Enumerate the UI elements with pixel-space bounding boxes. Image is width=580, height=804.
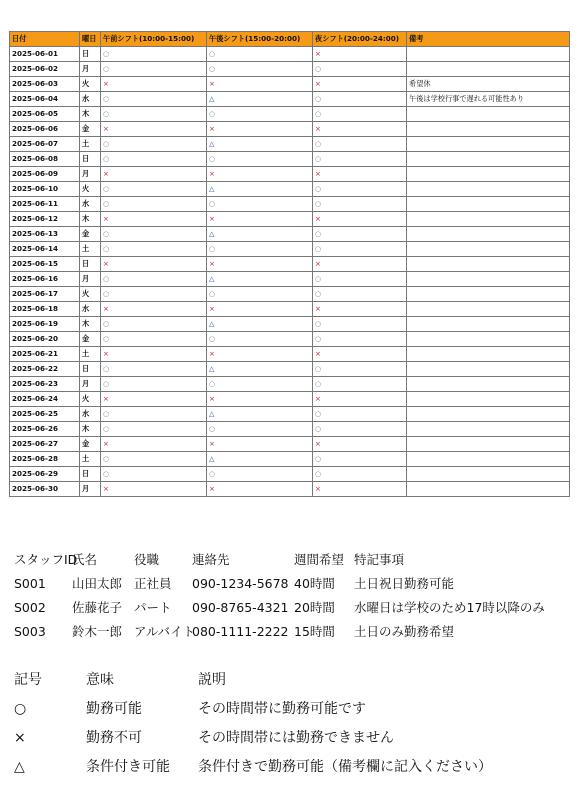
note-cell xyxy=(407,257,570,272)
night-shift-cell: ○ xyxy=(313,197,407,212)
am-shift-cell: ○ xyxy=(101,362,207,377)
am-shift-cell: ○ xyxy=(101,422,207,437)
circle-icon: ○ xyxy=(14,701,27,717)
night-shift-cell: ○ xyxy=(313,287,407,302)
date-cell: 2025-06-27 xyxy=(10,437,80,452)
staff-table xyxy=(14,548,574,644)
table-row xyxy=(10,167,570,182)
day-cell: 日 xyxy=(80,47,101,62)
table-row xyxy=(10,47,570,62)
pm-shift-cell: ○ xyxy=(207,62,313,77)
night-shift-cell: × xyxy=(313,482,407,497)
staff-id: S003 xyxy=(14,624,46,639)
table-row xyxy=(10,182,570,197)
am-shift-cell: ○ xyxy=(101,152,207,167)
date-cell: 2025-06-20 xyxy=(10,332,80,347)
night-shift-cell: ○ xyxy=(313,242,407,257)
day-cell: 月 xyxy=(80,482,101,497)
day-cell: 木 xyxy=(80,212,101,227)
date-cell: 2025-06-06 xyxy=(10,122,80,137)
header-night-shift: 夜シフト(20:00-24:00) xyxy=(313,32,407,47)
day-cell: 月 xyxy=(80,167,101,182)
table-row xyxy=(10,77,570,92)
note-cell: 希望休 xyxy=(407,77,570,92)
date-cell: 2025-06-14 xyxy=(10,242,80,257)
am-shift-cell: × xyxy=(101,167,207,182)
staff-header-row xyxy=(14,548,574,572)
am-shift-cell: ○ xyxy=(101,407,207,422)
staff-role: パート xyxy=(134,600,172,615)
legend-row xyxy=(14,695,574,724)
date-cell: 2025-06-11 xyxy=(10,197,80,212)
day-cell: 金 xyxy=(80,122,101,137)
shift-table xyxy=(9,31,569,497)
date-cell: 2025-06-07 xyxy=(10,137,80,152)
staff-weekly: 20時間 xyxy=(294,600,335,615)
table-row xyxy=(10,242,570,257)
date-cell: 2025-06-28 xyxy=(10,452,80,467)
date-cell: 2025-06-16 xyxy=(10,272,80,287)
date-cell: 2025-06-22 xyxy=(10,362,80,377)
night-shift-cell: ○ xyxy=(313,182,407,197)
night-shift-cell: × xyxy=(313,392,407,407)
night-shift-cell: × xyxy=(313,347,407,362)
legend-desc: その時間帯に勤務可能です xyxy=(198,701,366,717)
night-shift-cell: ○ xyxy=(313,452,407,467)
night-shift-cell: × xyxy=(313,122,407,137)
legend-header-row xyxy=(14,666,574,695)
night-shift-cell: ○ xyxy=(313,467,407,482)
pm-shift-cell: × xyxy=(207,212,313,227)
table-row xyxy=(10,467,570,482)
am-shift-cell: ○ xyxy=(101,227,207,242)
night-shift-cell: ○ xyxy=(313,377,407,392)
staff-row xyxy=(14,572,574,596)
pm-shift-cell: ○ xyxy=(207,47,313,62)
am-shift-cell: × xyxy=(101,437,207,452)
am-shift-cell: ○ xyxy=(101,62,207,77)
pm-shift-cell: ○ xyxy=(207,242,313,257)
pm-shift-cell: × xyxy=(207,482,313,497)
pm-shift-cell: × xyxy=(207,347,313,362)
pm-shift-cell: × xyxy=(207,167,313,182)
day-cell: 土 xyxy=(80,452,101,467)
am-shift-cell: × xyxy=(101,482,207,497)
date-cell: 2025-06-05 xyxy=(10,107,80,122)
night-shift-cell: ○ xyxy=(313,362,407,377)
night-shift-cell: ○ xyxy=(313,407,407,422)
date-cell: 2025-06-03 xyxy=(10,77,80,92)
staff-role: 正社員 xyxy=(134,576,172,591)
note-cell xyxy=(407,377,570,392)
night-shift-cell: ○ xyxy=(313,227,407,242)
table-row xyxy=(10,272,570,287)
staff-contact: 090-8765-4321 xyxy=(192,600,289,615)
note-cell xyxy=(407,227,570,242)
staff-header-name: 氏名 xyxy=(72,552,98,567)
night-shift-cell: × xyxy=(313,212,407,227)
pm-shift-cell: ○ xyxy=(207,377,313,392)
note-cell xyxy=(407,152,570,167)
staff-header-weekly: 週間希望 xyxy=(294,552,345,567)
day-cell: 金 xyxy=(80,227,101,242)
date-cell: 2025-06-21 xyxy=(10,347,80,362)
date-cell: 2025-06-23 xyxy=(10,377,80,392)
note-cell xyxy=(407,332,570,347)
am-shift-cell: ○ xyxy=(101,377,207,392)
pm-shift-cell: × xyxy=(207,302,313,317)
night-shift-cell: ○ xyxy=(313,137,407,152)
day-cell: 土 xyxy=(80,347,101,362)
am-shift-cell: ○ xyxy=(101,272,207,287)
pm-shift-cell: ○ xyxy=(207,107,313,122)
note-cell xyxy=(407,482,570,497)
am-shift-cell: ○ xyxy=(101,287,207,302)
date-cell: 2025-06-18 xyxy=(10,302,80,317)
night-shift-cell: × xyxy=(313,47,407,62)
pm-shift-cell: ○ xyxy=(207,422,313,437)
am-shift-cell: × xyxy=(101,77,207,92)
day-cell: 日 xyxy=(80,362,101,377)
legend-meaning: 条件付き可能 xyxy=(86,759,170,775)
date-cell: 2025-06-30 xyxy=(10,482,80,497)
staff-name: 山田太郎 xyxy=(72,576,123,591)
am-shift-cell: ○ xyxy=(101,317,207,332)
pm-shift-cell: △ xyxy=(207,227,313,242)
pm-shift-cell: × xyxy=(207,257,313,272)
day-cell: 土 xyxy=(80,137,101,152)
date-cell: 2025-06-08 xyxy=(10,152,80,167)
day-cell: 火 xyxy=(80,77,101,92)
am-shift-cell: × xyxy=(101,257,207,272)
day-cell: 日 xyxy=(80,152,101,167)
table-row xyxy=(10,287,570,302)
night-shift-cell: × xyxy=(313,167,407,182)
note-cell xyxy=(407,437,570,452)
date-cell: 2025-06-13 xyxy=(10,227,80,242)
table-row xyxy=(10,407,570,422)
legend-header-meaning: 意味 xyxy=(86,672,114,688)
note-cell xyxy=(407,47,570,62)
legend-row xyxy=(14,724,574,753)
note-cell xyxy=(407,467,570,482)
note-cell xyxy=(407,62,570,77)
table-row xyxy=(10,197,570,212)
triangle-icon: △ xyxy=(14,759,25,775)
table-row xyxy=(10,392,570,407)
am-shift-cell: × xyxy=(101,302,207,317)
staff-header-note: 特記事項 xyxy=(354,552,405,567)
note-cell xyxy=(407,452,570,467)
night-shift-cell: ○ xyxy=(313,152,407,167)
table-row xyxy=(10,92,570,107)
day-cell: 木 xyxy=(80,107,101,122)
day-cell: 土 xyxy=(80,242,101,257)
night-shift-cell: ○ xyxy=(313,107,407,122)
pm-shift-cell: △ xyxy=(207,362,313,377)
night-shift-cell: × xyxy=(313,257,407,272)
pm-shift-cell: △ xyxy=(207,317,313,332)
staff-id: S001 xyxy=(14,576,46,591)
day-cell: 金 xyxy=(80,437,101,452)
day-cell: 月 xyxy=(80,62,101,77)
day-cell: 火 xyxy=(80,287,101,302)
date-cell: 2025-06-15 xyxy=(10,257,80,272)
day-cell: 木 xyxy=(80,317,101,332)
pm-shift-cell: △ xyxy=(207,137,313,152)
day-cell: 日 xyxy=(80,257,101,272)
note-cell xyxy=(407,287,570,302)
pm-shift-cell: △ xyxy=(207,407,313,422)
note-cell xyxy=(407,347,570,362)
day-cell: 木 xyxy=(80,422,101,437)
note-cell xyxy=(407,167,570,182)
date-cell: 2025-06-01 xyxy=(10,47,80,62)
note-cell xyxy=(407,212,570,227)
shift-table-body xyxy=(10,47,570,497)
staff-header-role: 役職 xyxy=(134,552,160,567)
pm-shift-cell: × xyxy=(207,122,313,137)
date-cell: 2025-06-12 xyxy=(10,212,80,227)
note-cell xyxy=(407,197,570,212)
am-shift-cell: ○ xyxy=(101,107,207,122)
date-cell: 2025-06-02 xyxy=(10,62,80,77)
table-row xyxy=(10,347,570,362)
pm-shift-cell: ○ xyxy=(207,287,313,302)
staff-contact: 090-1234-5678 xyxy=(192,576,289,591)
legend-meaning: 勤務可能 xyxy=(86,701,142,717)
staff-header-contact: 連絡先 xyxy=(192,552,230,567)
pm-shift-cell: ○ xyxy=(207,467,313,482)
day-cell: 水 xyxy=(80,302,101,317)
legend-header-symbol: 記号 xyxy=(14,672,42,688)
night-shift-cell: ○ xyxy=(313,422,407,437)
staff-role: アルバイト xyxy=(134,624,196,639)
day-cell: 水 xyxy=(80,407,101,422)
date-cell: 2025-06-24 xyxy=(10,392,80,407)
table-row xyxy=(10,122,570,137)
pm-shift-cell: △ xyxy=(207,92,313,107)
am-shift-cell: ○ xyxy=(101,47,207,62)
header-note: 備考 xyxy=(407,32,570,47)
legend-header-desc: 説明 xyxy=(198,672,226,688)
am-shift-cell: ○ xyxy=(101,467,207,482)
legend-row xyxy=(14,753,574,782)
date-cell: 2025-06-04 xyxy=(10,92,80,107)
note-cell xyxy=(407,302,570,317)
am-shift-cell: × xyxy=(101,212,207,227)
note-cell xyxy=(407,407,570,422)
day-cell: 水 xyxy=(80,197,101,212)
am-shift-cell: × xyxy=(101,122,207,137)
staff-contact: 080-1111-2222 xyxy=(192,624,289,639)
staff-name: 鈴木一郎 xyxy=(72,624,123,639)
pm-shift-cell: △ xyxy=(207,182,313,197)
day-cell: 月 xyxy=(80,377,101,392)
night-shift-cell: ○ xyxy=(313,332,407,347)
am-shift-cell: ○ xyxy=(101,137,207,152)
table-row xyxy=(10,482,570,497)
staff-weekly: 40時間 xyxy=(294,576,335,591)
header-pm-shift: 午後シフト(15:00-20:00) xyxy=(207,32,313,47)
day-cell: 火 xyxy=(80,392,101,407)
pm-shift-cell: △ xyxy=(207,272,313,287)
cross-icon: × xyxy=(14,730,26,746)
staff-row xyxy=(14,596,574,620)
date-cell: 2025-06-25 xyxy=(10,407,80,422)
am-shift-cell: ○ xyxy=(101,197,207,212)
pm-shift-cell: × xyxy=(207,77,313,92)
staff-note: 土日祝日勤務可能 xyxy=(354,576,455,591)
table-row xyxy=(10,62,570,77)
am-shift-cell: ○ xyxy=(101,452,207,467)
note-cell xyxy=(407,392,570,407)
pm-shift-cell: ○ xyxy=(207,332,313,347)
pm-shift-cell: × xyxy=(207,437,313,452)
night-shift-cell: ○ xyxy=(313,272,407,287)
note-cell xyxy=(407,242,570,257)
header-day: 曜日 xyxy=(80,32,101,47)
table-row xyxy=(10,212,570,227)
staff-note: 水曜日は学校のため17時以降のみ xyxy=(354,600,545,615)
staff-name: 佐藤花子 xyxy=(72,600,123,615)
table-row xyxy=(10,152,570,167)
pm-shift-cell: ○ xyxy=(207,152,313,167)
pm-shift-cell: × xyxy=(207,392,313,407)
table-row xyxy=(10,257,570,272)
am-shift-cell: ○ xyxy=(101,182,207,197)
staff-id: S002 xyxy=(14,600,46,615)
staff-row xyxy=(14,620,574,644)
note-cell xyxy=(407,182,570,197)
day-cell: 金 xyxy=(80,332,101,347)
note-cell xyxy=(407,317,570,332)
night-shift-cell: ○ xyxy=(313,62,407,77)
legend-desc: 条件付きで勤務可能（備考欄に記入ください） xyxy=(198,759,492,775)
table-row xyxy=(10,332,570,347)
am-shift-cell: × xyxy=(101,392,207,407)
table-row xyxy=(10,452,570,467)
table-row xyxy=(10,422,570,437)
shift-table-header xyxy=(10,32,570,47)
day-cell: 日 xyxy=(80,467,101,482)
table-row xyxy=(10,227,570,242)
note-cell xyxy=(407,362,570,377)
table-row xyxy=(10,317,570,332)
table-row xyxy=(10,437,570,452)
pm-shift-cell: ○ xyxy=(207,197,313,212)
day-cell: 月 xyxy=(80,272,101,287)
legend-meaning: 勤務不可 xyxy=(86,730,142,746)
note-cell xyxy=(407,272,570,287)
table-row xyxy=(10,137,570,152)
date-cell: 2025-06-10 xyxy=(10,182,80,197)
night-shift-cell: × xyxy=(313,437,407,452)
table-row xyxy=(10,362,570,377)
am-shift-cell: × xyxy=(101,347,207,362)
staff-note: 土日のみ勤務希望 xyxy=(354,624,455,639)
date-cell: 2025-06-26 xyxy=(10,422,80,437)
night-shift-cell: ○ xyxy=(313,92,407,107)
table-row xyxy=(10,107,570,122)
note-cell xyxy=(407,137,570,152)
note-cell xyxy=(407,422,570,437)
header-date: 日付 xyxy=(10,32,80,47)
date-cell: 2025-06-19 xyxy=(10,317,80,332)
date-cell: 2025-06-29 xyxy=(10,467,80,482)
date-cell: 2025-06-09 xyxy=(10,167,80,182)
note-cell: 午後は学校行事で遅れる可能性あり xyxy=(407,92,570,107)
note-cell xyxy=(407,122,570,137)
night-shift-cell: × xyxy=(313,77,407,92)
staff-weekly: 15時間 xyxy=(294,624,335,639)
pm-shift-cell: △ xyxy=(207,452,313,467)
am-shift-cell: ○ xyxy=(101,242,207,257)
am-shift-cell: ○ xyxy=(101,332,207,347)
legend-table xyxy=(14,666,574,782)
note-cell xyxy=(407,107,570,122)
legend-desc: その時間帯には勤務できません xyxy=(198,730,394,746)
table-row xyxy=(10,377,570,392)
staff-header-id: スタッフID xyxy=(14,552,78,567)
day-cell: 水 xyxy=(80,92,101,107)
date-cell: 2025-06-17 xyxy=(10,287,80,302)
table-row xyxy=(10,302,570,317)
am-shift-cell: ○ xyxy=(101,92,207,107)
night-shift-cell: × xyxy=(313,302,407,317)
header-am-shift: 午前シフト(10:00-15:00) xyxy=(101,32,207,47)
day-cell: 火 xyxy=(80,182,101,197)
night-shift-cell: ○ xyxy=(313,317,407,332)
